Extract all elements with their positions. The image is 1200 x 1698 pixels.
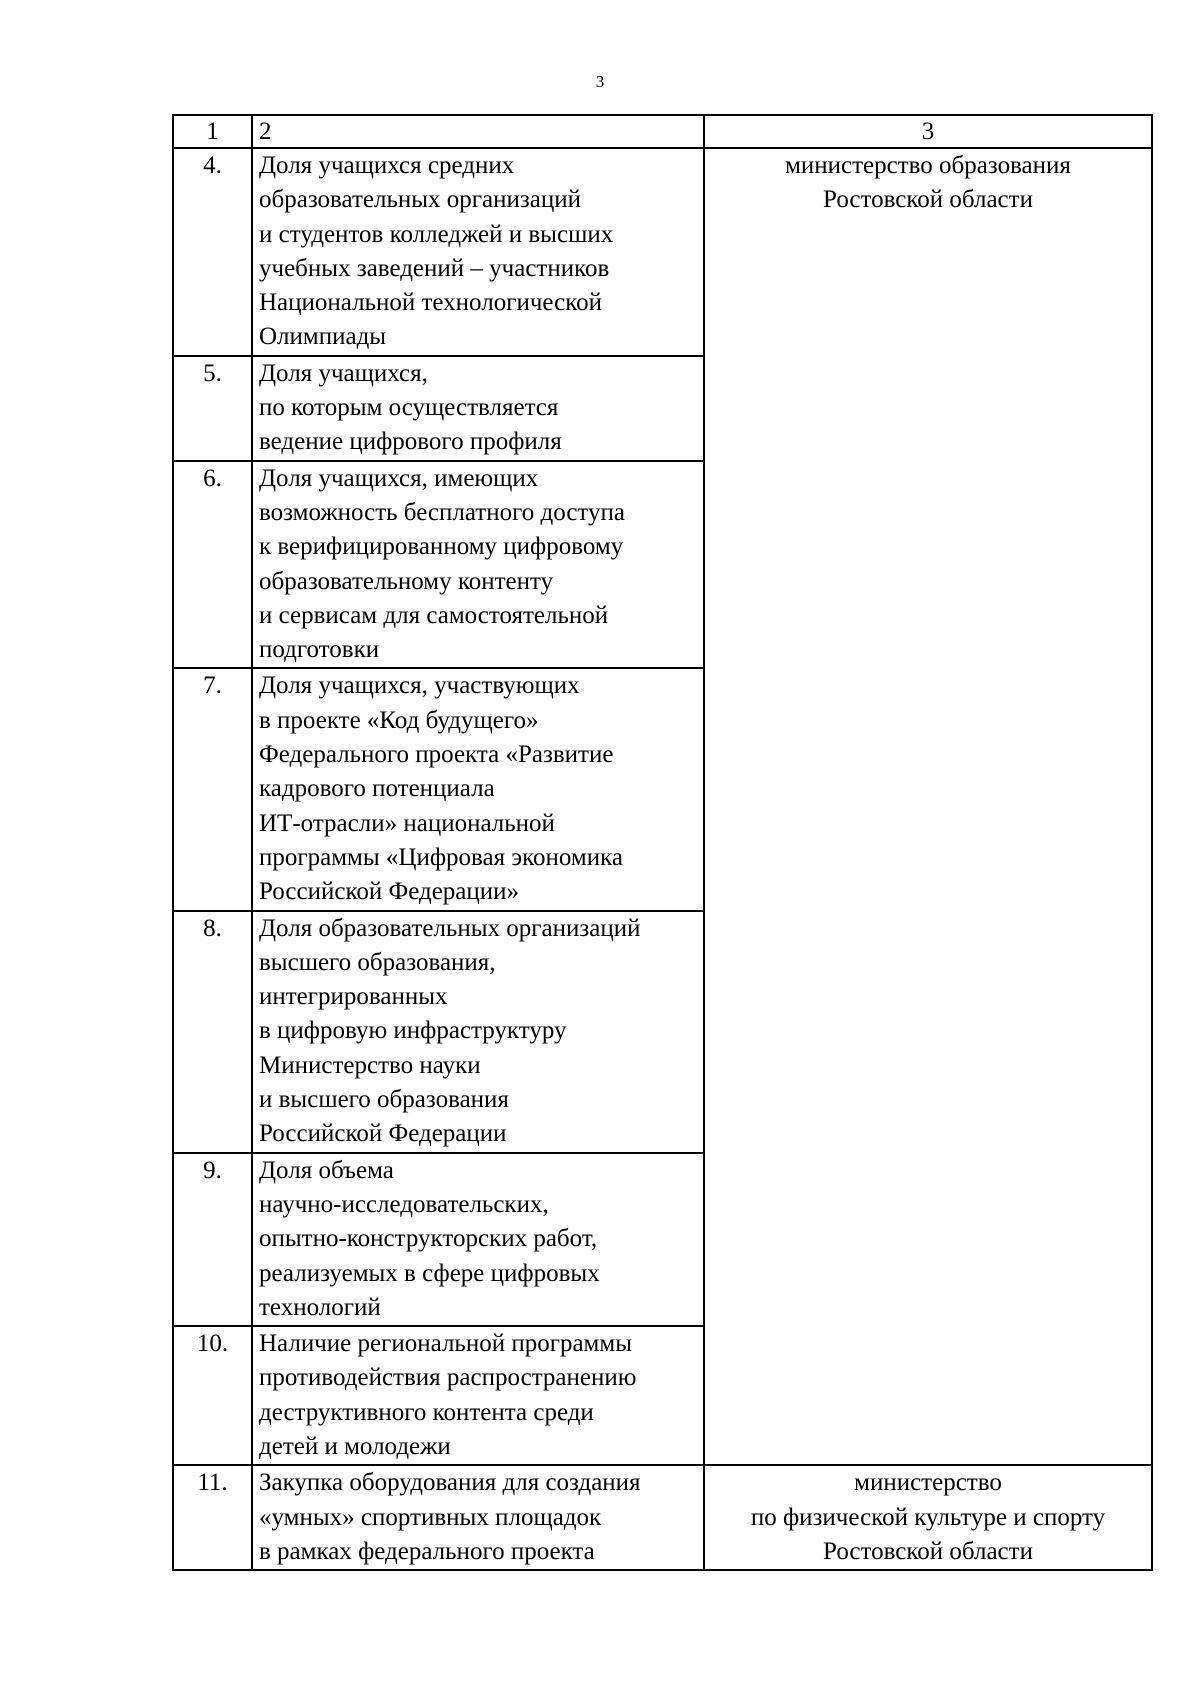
description-line: Министерство науки bbox=[259, 1051, 481, 1079]
description-line: Федерального проекта «Развитие bbox=[259, 741, 614, 769]
description-line: ИТ-отрасли» национальной bbox=[259, 809, 555, 837]
row-number: 4. bbox=[173, 148, 252, 356]
description-line: деструктивного контента среди bbox=[259, 1398, 594, 1426]
row-description bbox=[252, 461, 704, 669]
description-line: научно-исследовательских, bbox=[259, 1190, 549, 1218]
description-line: Доля объема bbox=[259, 1156, 394, 1184]
description-line: Закупка оборудования для создания bbox=[259, 1469, 641, 1497]
responsible-line: по физической культуре и спорту bbox=[750, 1503, 1106, 1531]
row-description bbox=[252, 1465, 704, 1570]
description-line: противодействия распространению bbox=[259, 1364, 637, 1392]
row-number: 6. bbox=[173, 461, 252, 669]
description-line: и высшего образования bbox=[259, 1086, 509, 1114]
description-line: в рамках федерального проекта bbox=[259, 1537, 595, 1565]
responsible-ministry-sport bbox=[704, 1465, 1152, 1570]
table-row bbox=[173, 148, 1152, 356]
description-line: образовательному контенту bbox=[259, 567, 554, 595]
description-line: Российской Федерации bbox=[259, 1120, 507, 1148]
header-col-2: 2 bbox=[252, 115, 704, 148]
description-line: возможность бесплатного доступа bbox=[259, 498, 626, 526]
table-header-row bbox=[173, 115, 1152, 148]
responsible-line: министерство bbox=[854, 1469, 1002, 1497]
description-line: «умных» спортивных площадок bbox=[259, 1503, 602, 1531]
row-description bbox=[252, 1153, 704, 1326]
row-description bbox=[252, 148, 704, 356]
row-number: 10. bbox=[173, 1326, 252, 1465]
header-col-1: 1 bbox=[173, 115, 252, 148]
responsible-line: министерство образования bbox=[785, 152, 1071, 179]
description-line: учебных заведений – участников bbox=[259, 254, 610, 282]
description-line: образовательных организаций bbox=[259, 186, 582, 214]
row-description bbox=[252, 668, 704, 910]
description-line: программы «Цифровая экономика bbox=[259, 843, 623, 871]
description-line: Доля учащихся, bbox=[259, 359, 428, 387]
description-line: Доля учащихся средних bbox=[259, 152, 515, 179]
row-number: 7. bbox=[173, 668, 252, 910]
description-line: и сервисам для самостоятельной bbox=[259, 601, 609, 629]
row-number: 8. bbox=[173, 911, 252, 1153]
description-line: опытно-конструкторских работ, bbox=[259, 1225, 598, 1253]
description-line: Доля учащихся, имеющих bbox=[259, 464, 539, 492]
description-line: реализуемых в сфере цифровых bbox=[259, 1259, 600, 1287]
description-line: кадрового потенциала bbox=[259, 775, 495, 803]
description-line: и студентов колледжей и высших bbox=[259, 220, 614, 248]
description-line: ведение цифрового профиля bbox=[259, 428, 562, 456]
table-row bbox=[173, 1465, 1152, 1570]
row-description bbox=[252, 911, 704, 1153]
row-number: 9. bbox=[173, 1153, 252, 1326]
description-line: Доля учащихся, участвующих bbox=[259, 672, 580, 700]
description-line: высшего образования, bbox=[259, 948, 496, 976]
description-line: по которым осуществляется bbox=[259, 394, 559, 422]
row-description bbox=[252, 356, 704, 461]
description-line: в проекте «Код будущего» bbox=[259, 706, 539, 734]
responsible-line: Ростовской области bbox=[823, 1537, 1033, 1565]
description-line: к верифицированному цифровому bbox=[259, 533, 624, 561]
description-line: Национальной технологической bbox=[259, 289, 602, 317]
row-number: 11. bbox=[173, 1465, 252, 1570]
description-line: Олимпиады bbox=[259, 323, 387, 351]
description-line: в цифровую инфраструктуру bbox=[259, 1017, 567, 1045]
responsible-ministry-education bbox=[704, 148, 1152, 1465]
responsibility-table bbox=[172, 114, 1153, 1571]
description-line: Российской Федерации» bbox=[259, 878, 520, 906]
description-line: Доля образовательных организаций bbox=[259, 914, 641, 942]
description-line: детей и молодежи bbox=[259, 1432, 451, 1460]
description-line: подготовки bbox=[259, 636, 380, 664]
responsible-line: Ростовской области bbox=[823, 186, 1033, 214]
row-number: 5. bbox=[173, 356, 252, 461]
header-col-3: 3 bbox=[704, 115, 1152, 148]
description-line: технологий bbox=[259, 1293, 381, 1321]
page-number: 3 bbox=[595, 72, 605, 91]
row-description bbox=[252, 1326, 704, 1465]
description-line: Наличие региональной программы bbox=[259, 1330, 632, 1358]
description-line: интегрированных bbox=[259, 983, 448, 1011]
